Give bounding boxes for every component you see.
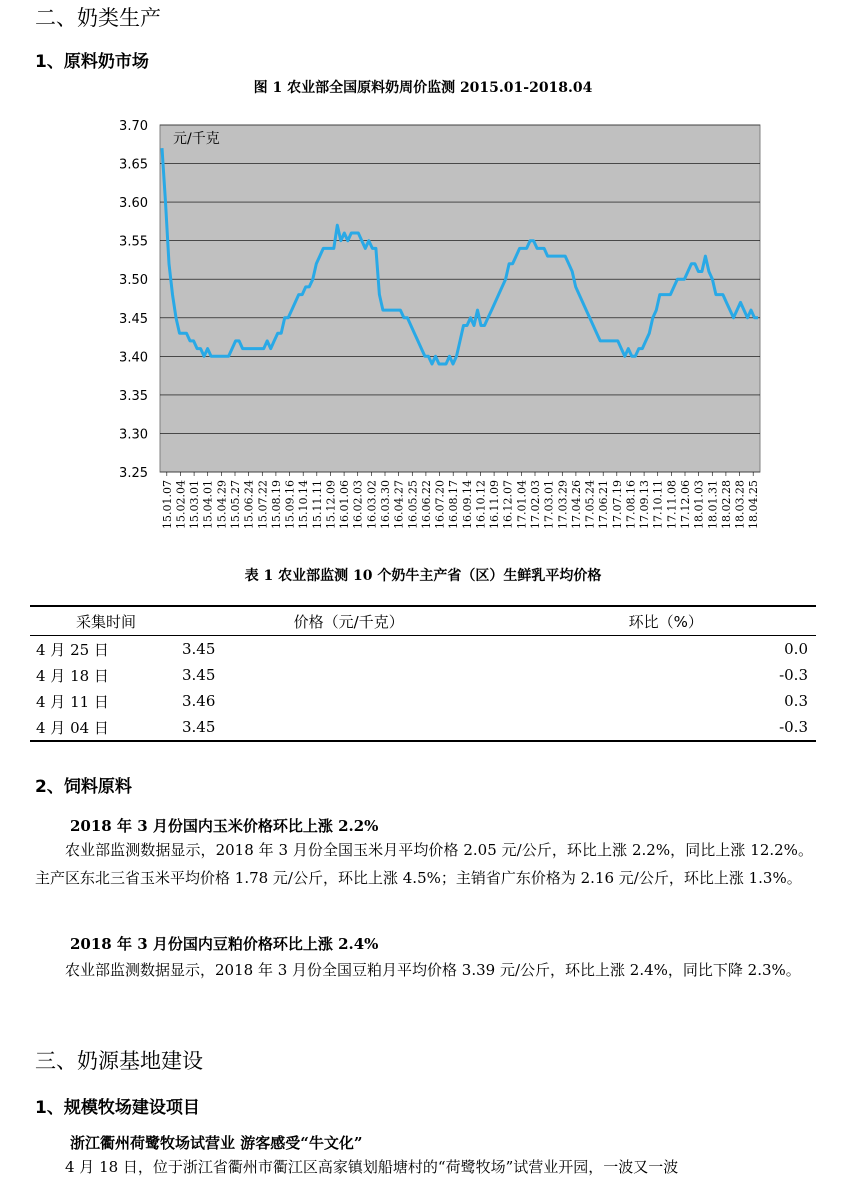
milk-price-line-chart (95, 110, 775, 550)
cell-change: -0.3 (779, 666, 808, 684)
x-tick-label: 16.12.07 (501, 480, 515, 529)
cell-date: 4 月 04 日 (30, 714, 182, 741)
x-tick-label: 16.01.06 (338, 480, 352, 529)
plot-area (160, 125, 760, 472)
x-tick-label: 16.10.12 (474, 480, 488, 529)
subsection-ranch-projects: 1、规模牧场建设项目 (35, 1098, 200, 1118)
x-tick-label: 16.04.27 (392, 480, 406, 529)
soymeal-price-title: 2018 年 3 月份国内豆粕价格环比上涨 2.4% (70, 935, 379, 953)
x-tick-label: 17.09.13 (638, 480, 652, 529)
cell-price: 3.45 (182, 714, 515, 741)
y-tick-label: 3.70 (119, 119, 148, 134)
header-price: 价格（元/千克） (182, 606, 515, 636)
x-tick-label: 15.08.19 (269, 480, 283, 529)
x-tick-label: 15.03.01 (188, 480, 202, 529)
news-title: 浙江衢州荷鹭牧场试营业 游客感受“牛文化” (70, 1134, 363, 1152)
x-tick-label: 17.06.21 (597, 480, 611, 529)
table-row (30, 688, 816, 714)
x-tick-label: 18.04.25 (747, 480, 761, 529)
table-header-row (30, 606, 816, 636)
section-2-title: 二、奶类生产 (35, 6, 161, 30)
x-tick-label: 16.08.17 (447, 480, 461, 529)
table-row (30, 662, 816, 688)
y-tick-label: 3.55 (119, 234, 148, 250)
x-tick-label: 17.08.16 (624, 480, 638, 529)
corn-price-title: 2018 年 3 月份国内玉米价格环比上涨 2.2% (70, 817, 379, 835)
y-tick-label: 3.50 (119, 273, 148, 289)
y-unit-label: 元/千克 (173, 131, 220, 147)
x-tick-label: 15.06.24 (242, 480, 256, 529)
x-tick-label: 17.04.26 (569, 479, 583, 529)
figure-caption: 图 1 农业部全国原料奶周价监测 2015.01-2018.04 (253, 80, 593, 96)
table-row (30, 636, 816, 663)
y-tick-label: 3.35 (119, 388, 148, 404)
cell-change: -0.3 (515, 714, 816, 741)
section-3-title: 三、奶源基地建设 (35, 1049, 203, 1073)
cell-change: 0.0 (784, 640, 808, 658)
x-tick-label: 15.04.29 (215, 480, 229, 529)
x-tick-label: 15.09.16 (283, 480, 297, 529)
x-tick-label: 18.01.03 (692, 480, 706, 529)
cell-date: 4 月 11 日 (36, 692, 109, 711)
corn-price-paragraph: 农业部监测数据显示，2018 年 3 月份全国玉米月平均价格 2.05 元/公斤，环比上涨 2.2%，同比上涨 12.2%。主产区东北三省玉米平均价格 1.78 元/公斤，环比上涨 4.5%；主销省广东价格为 2.16 元/公斤，环比上涨 1.3%。 (35, 841, 813, 887)
x-tick-label: 17.07.19 (610, 480, 624, 529)
price-table (30, 605, 816, 742)
header-change: 环比（%） (515, 606, 816, 636)
x-tick-label: 15.11.11 (310, 480, 324, 529)
x-tick-label: 18.03.28 (733, 480, 747, 529)
subsection-raw-milk-market: 1、原料奶市场 (35, 52, 149, 72)
x-tick-label: 17.02.03 (529, 480, 542, 529)
x-tick-label: 15.07.22 (256, 480, 270, 529)
x-tick-label: 15.10.14 (297, 480, 311, 529)
x-tick-label: 16.05.25 (406, 480, 420, 529)
y-tick-label: 3.25 (119, 466, 148, 481)
x-tick-label: 16.02.03 (351, 480, 365, 529)
cell-price: 3.46 (182, 692, 216, 710)
x-tick-label: 17.01.04 (515, 480, 529, 529)
x-tick-label: 17.11.08 (665, 480, 679, 529)
x-tick-label: 17.05.24 (583, 479, 597, 529)
x-tick-label: 16.07.20 (433, 480, 447, 529)
x-tick-label: 16.11.09 (488, 480, 502, 529)
cell-change: 0.3 (784, 692, 808, 710)
y-tick-label: 3.60 (119, 196, 148, 212)
x-tick-label: 17.10.11 (651, 480, 665, 529)
news-paragraph: 4 月 18 日，位于浙江省衢州市衢江区高家镇划船塘村的“荷鹭牧场”试营业开园，一波又一波 (65, 1158, 679, 1176)
x-tick-label: 15.05.27 (229, 480, 242, 529)
x-tick-label: 17.03.29 (556, 479, 570, 529)
table-caption: 表 1 农业部监测 10 个奶牛主产省（区）生鲜乳平均价格 (244, 568, 602, 584)
x-tick-label: 15.02.04 (174, 480, 188, 529)
x-tick-label: 15.01.07 (160, 480, 174, 529)
y-tick-label: 3.30 (119, 427, 148, 443)
x-tick-label: 17.03.01 (542, 480, 556, 529)
x-tick-label: 17.12.06 (679, 480, 692, 529)
cell-price: 3.45 (182, 640, 216, 658)
soymeal-price-paragraph: 农业部监测数据显示，2018 年 3 月份全国豆粕月平均价格 3.39 元/公斤，环比上涨 2.4%，同比下降 2.3%。 (65, 961, 801, 979)
cell-price: 3.45 (182, 666, 216, 684)
x-tick-label: 16.03.30 (379, 480, 392, 529)
y-tick-label: 3.65 (119, 157, 148, 173)
cell-date: 4 月 25 日 (36, 640, 109, 659)
x-tick-label: 16.03.02 (365, 480, 379, 529)
x-tick-label: 15.12.09 (324, 480, 338, 529)
x-tick-label: 18.02.28 (719, 480, 733, 529)
y-tick-label: 3.40 (119, 350, 148, 366)
table-row (30, 714, 816, 741)
x-tick-label: 16.06.22 (419, 480, 433, 529)
header-date: 采集时间 (30, 606, 182, 636)
x-tick-label: 18.01.31 (706, 480, 720, 529)
subsection-feed-materials: 2、饲料原料 (35, 777, 132, 797)
x-tick-label: 16.09.14 (460, 480, 474, 529)
y-tick-label: 3.45 (119, 311, 148, 327)
cell-date: 4 月 18 日 (36, 666, 109, 685)
x-tick-label: 15.04.01 (201, 480, 215, 529)
